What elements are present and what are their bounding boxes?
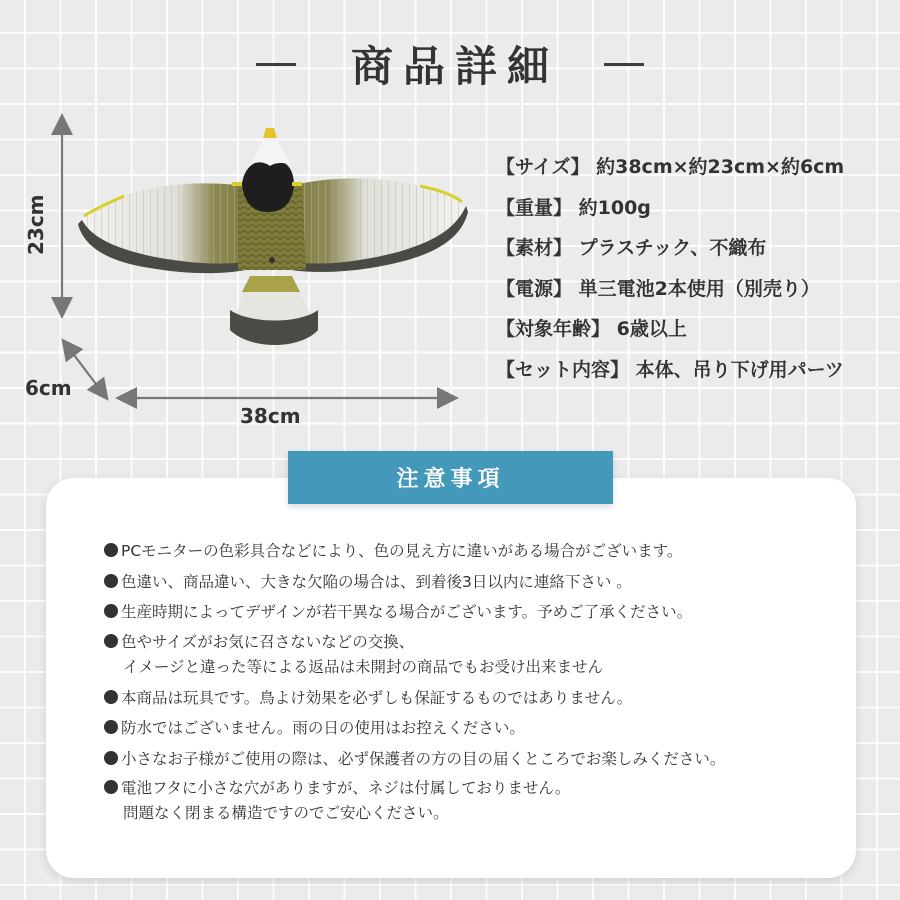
spec-weight bbox=[496, 193, 844, 234]
notice-text: 本商品は玩具です。鳥よけ効果を必ずしも保証するものではありません。 bbox=[121, 688, 633, 707]
notice-text: 防水ではございません。雨の日の使用はお控えください。 bbox=[121, 719, 525, 737]
notice-text-continued: イメージと違った等による返品は未開封の商品でもお受け出来ません bbox=[123, 657, 604, 676]
title-dash-right bbox=[604, 63, 644, 66]
spec-list bbox=[496, 152, 844, 395]
right-wing bbox=[282, 178, 468, 272]
spec-value: 約100g bbox=[578, 196, 651, 219]
notice-item bbox=[104, 630, 725, 679]
spec-label: 【対象年齢】 bbox=[496, 318, 611, 340]
spec-value: 6歳以上 bbox=[616, 318, 687, 340]
product-figure bbox=[0, 110, 480, 440]
notice-text: 小さなお子様がご使用の際は、必ず保護者の方の目の届くところでお楽しみください。 bbox=[121, 749, 726, 768]
notice-text: 色違い、商品違い、大きな欠陥の場合は、到着後3日以内に連絡下さい 。 bbox=[121, 572, 632, 591]
notice-item bbox=[104, 746, 725, 773]
notice-item bbox=[104, 685, 725, 712]
depth-dimension-label: 6cm bbox=[25, 376, 72, 400]
title-dash-left bbox=[256, 63, 296, 66]
spec-size bbox=[496, 152, 844, 193]
spec-value: 本体、吊り下げ用パーツ bbox=[635, 358, 844, 381]
page-title: 商品詳細 bbox=[350, 42, 559, 91]
bullet-icon bbox=[104, 574, 118, 588]
spec-label: 【サイズ】 bbox=[496, 156, 590, 178]
notice-item bbox=[104, 715, 725, 742]
spec-value: 単三電池2本使用（別売り） bbox=[578, 277, 820, 300]
bullet-icon bbox=[104, 751, 118, 765]
notice-item bbox=[104, 538, 725, 565]
spec-power bbox=[496, 274, 844, 315]
depth-arrow bbox=[68, 347, 102, 392]
notice-item bbox=[104, 599, 725, 626]
bullet-icon bbox=[104, 690, 118, 704]
spec-value: プラスチック、不織布 bbox=[578, 237, 767, 259]
notice-item bbox=[104, 776, 725, 825]
notice-item bbox=[104, 569, 725, 596]
bullet-icon bbox=[104, 780, 118, 794]
spec-label: 【素材】 bbox=[496, 237, 573, 259]
notice-text: 色やサイズがお気に召さないなどの交換、 bbox=[121, 632, 415, 651]
notice-text: 生産時期によってデザインが若干異なる場合がございます。予めご了承ください。 bbox=[121, 603, 693, 621]
bullet-icon bbox=[104, 604, 118, 618]
spec-label: 【重量】 bbox=[496, 196, 573, 219]
width-dimension-label: 38cm bbox=[240, 404, 301, 428]
spec-label: 【電源】 bbox=[496, 277, 573, 300]
spec-value: 約38cm×約23cm×約6cm bbox=[596, 156, 845, 178]
beak bbox=[263, 128, 277, 138]
notice-list bbox=[104, 538, 725, 829]
height-dimension-label: 23cm bbox=[24, 194, 48, 255]
bullet-icon bbox=[104, 543, 118, 557]
notice-text: 電池フタに小さな穴がありますが、ネジは付属しておりません。 bbox=[121, 779, 571, 797]
notice-title-banner: 注意事項 bbox=[288, 451, 613, 504]
eagle-toy-illustration bbox=[0, 110, 480, 440]
spec-contents bbox=[496, 355, 844, 396]
head-neck-dark bbox=[242, 158, 294, 212]
spec-material bbox=[496, 233, 844, 274]
spec-label: 【セット内容】 bbox=[496, 358, 630, 381]
page-header bbox=[0, 34, 900, 94]
bullet-icon bbox=[104, 634, 118, 648]
bullet-icon bbox=[104, 720, 118, 734]
spec-age bbox=[496, 314, 844, 355]
notice-text: PCモニターの色彩具合などにより、色の見え方に違いがある場合がございます。 bbox=[121, 542, 683, 560]
left-wing bbox=[78, 183, 258, 273]
notice-text-continued: 問題なく閉まる構造ですのでご安心ください。 bbox=[123, 804, 449, 822]
